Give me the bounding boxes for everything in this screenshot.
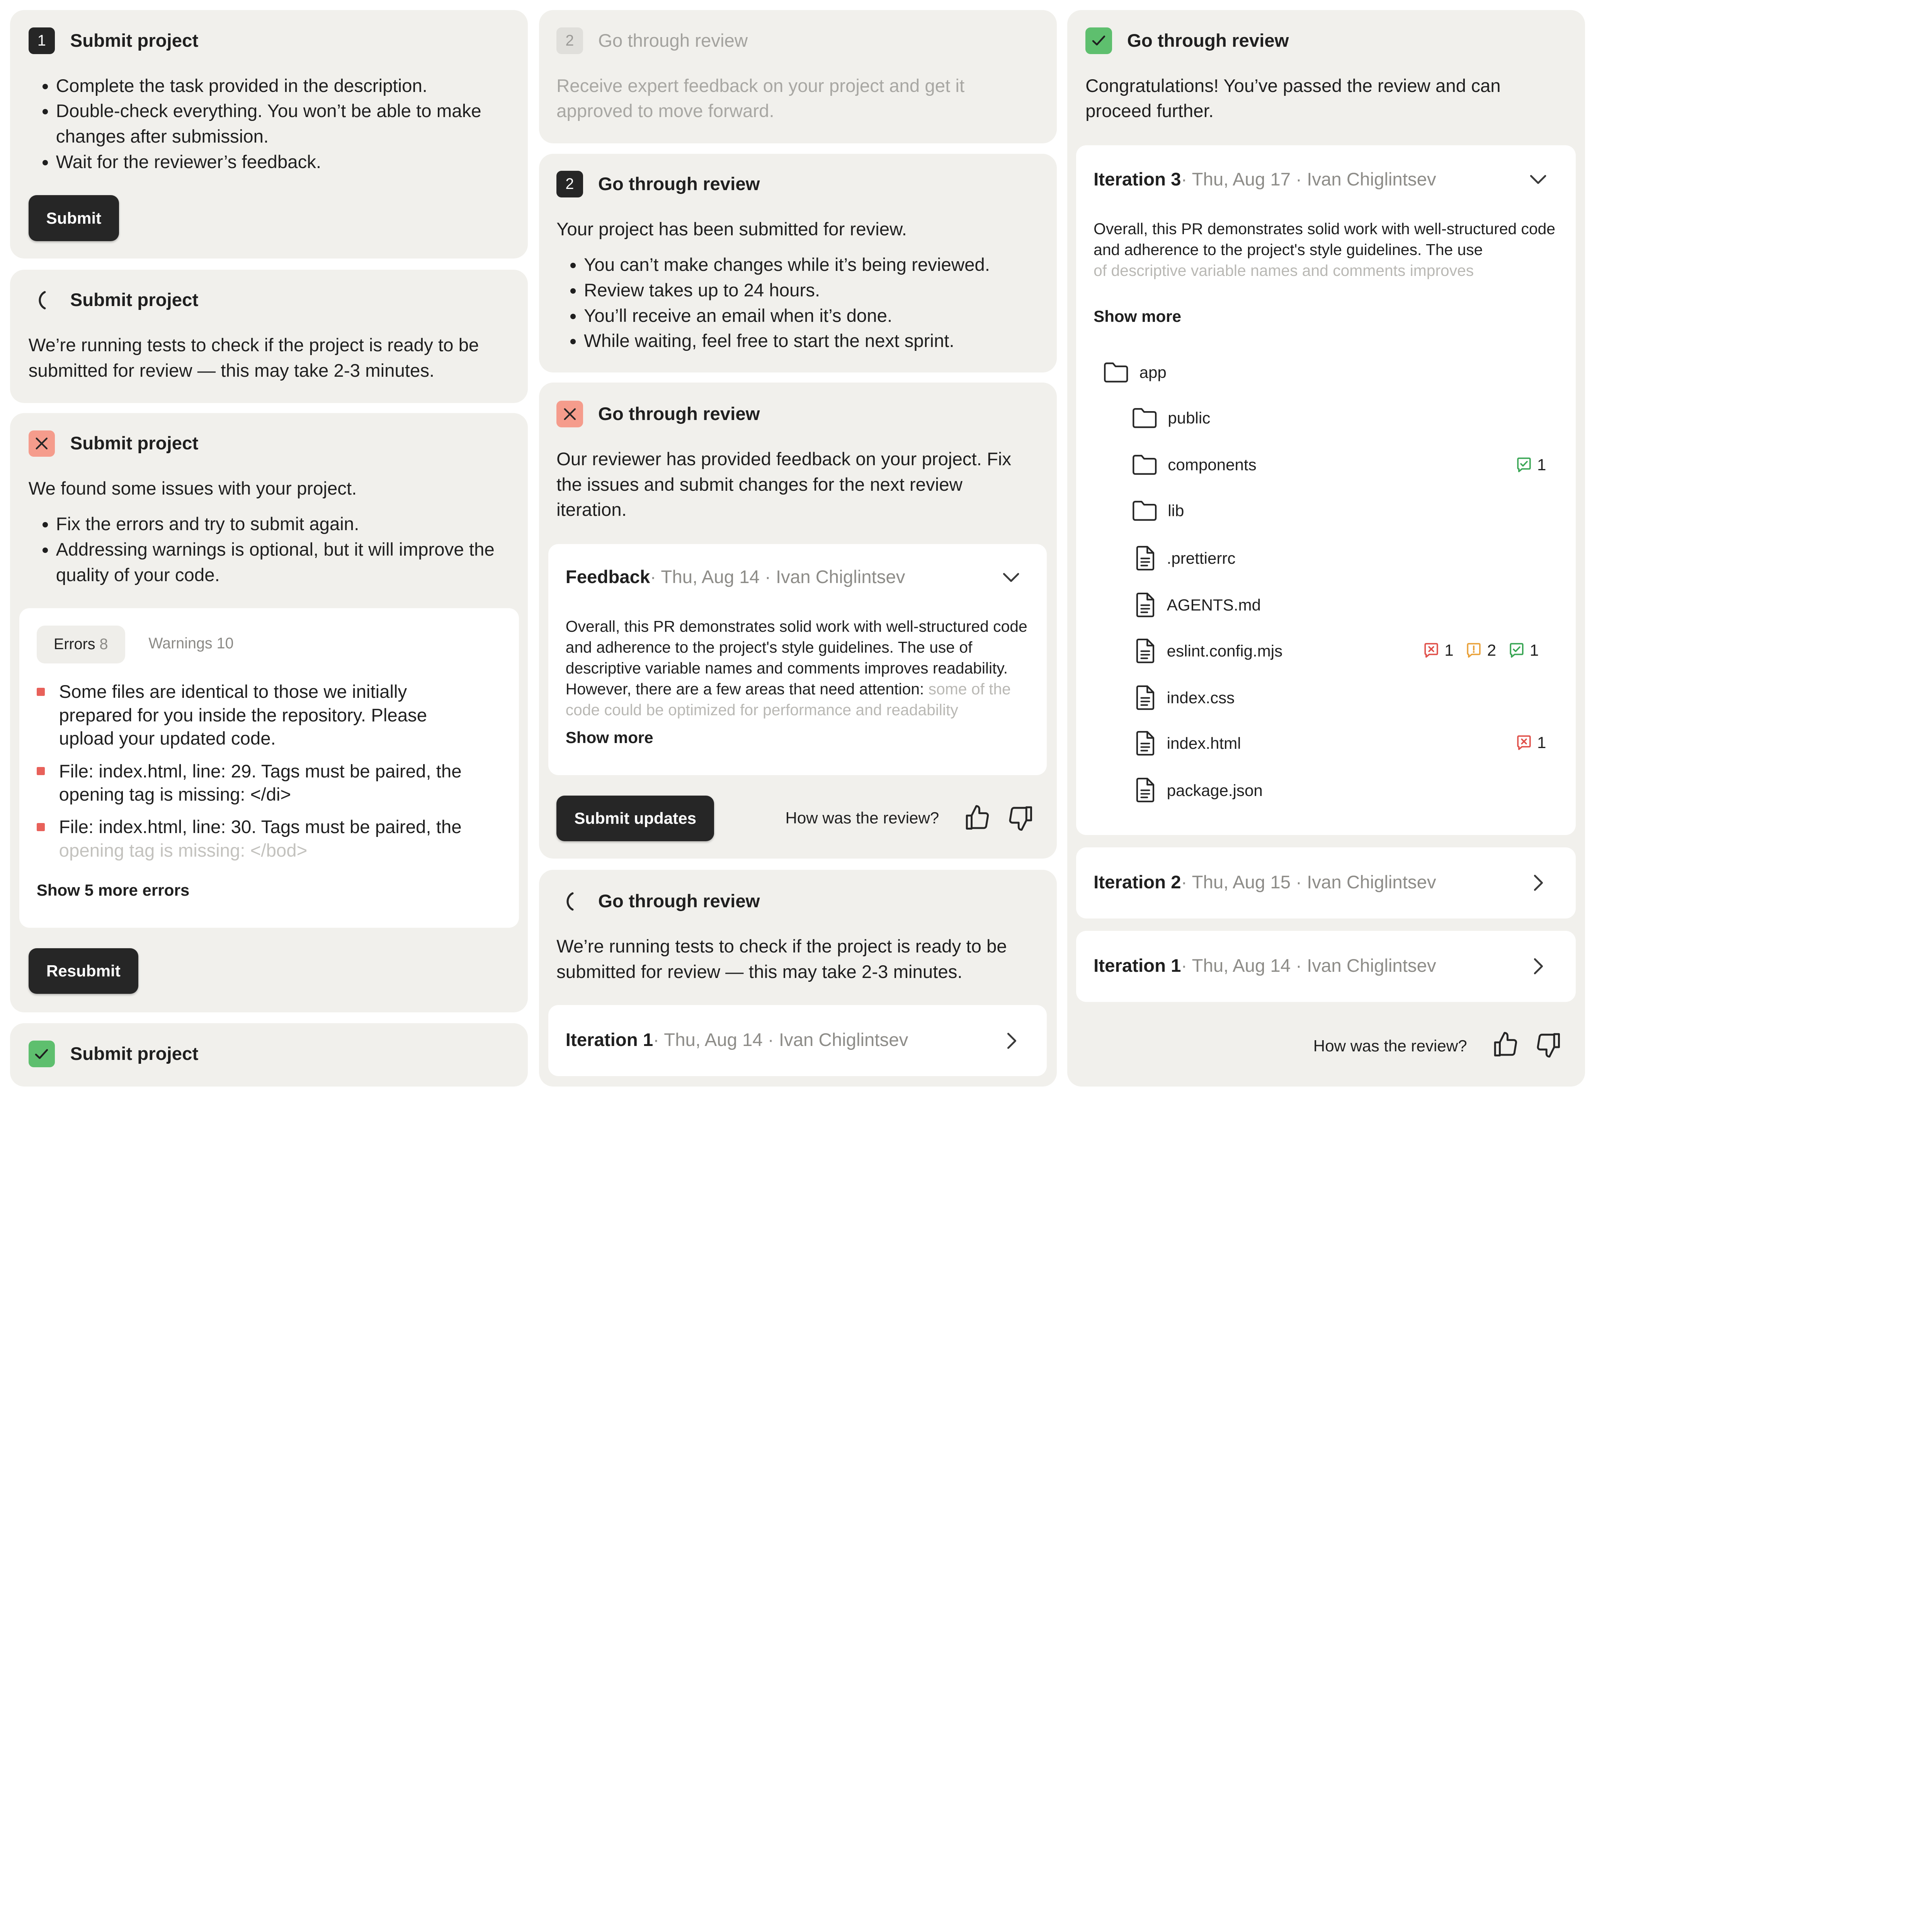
submit-card-initial [10,10,528,258]
chevron-right-icon[interactable] [1006,1032,1019,1050]
status-text: Congratulations! You’ve passed the review and can proceed further. [1085,75,1501,122]
show-more-link[interactable]: Show more [1094,307,1182,326]
iteration-1-row[interactable] [1076,931,1576,1002]
tree-item-label: lib [1168,501,1184,520]
tree-item[interactable] [1134,685,1235,711]
tree-item-label: public [1168,409,1211,427]
error-count: 1 [1444,641,1454,659]
review-question: How was the review? [1313,1036,1467,1055]
tree-item-label: AGENTS.md [1167,596,1261,614]
iteration-2-row[interactable] [1076,847,1576,918]
list-item: • Wait for the reviewer’s feedback. [56,150,534,175]
tree-item-label: package.json [1167,781,1263,799]
tree-item-label: app [1139,363,1167,381]
status-text: We found some issues with your project. [28,478,357,499]
tree-item[interactable] [1131,407,1211,429]
feedback-body [565,616,1032,719]
submit-card-failed [10,413,528,1012]
review-question: How was the review? [785,808,939,827]
tree-item[interactable] [1134,638,1282,664]
error-marker [37,823,45,831]
error-x-icon [29,430,55,457]
tree-item-label: components [1168,456,1257,474]
list-item: • You can’t make changes while it’s being reviewed. [584,252,1062,278]
issues-panel [19,608,519,928]
resubmit-button[interactable]: Resubmit [29,948,138,994]
card-title: Go through review [598,891,760,912]
review-card-feedback [539,383,1057,859]
errors-count: 8 [99,636,108,653]
check-icon [1085,27,1112,54]
folder-icon [1131,407,1158,429]
tree-item[interactable] [1131,500,1184,522]
review-card-running [539,870,1057,1087]
card-title: Go through review [598,403,760,424]
error-item [37,816,484,862]
card-title: Submit project [70,30,199,51]
approved-count: 1 [1529,641,1539,659]
iteration-header[interactable] [1094,169,1436,190]
warning-comment-icon [1466,642,1482,658]
warning-comment-mark [1466,641,1496,660]
card-title: Go through review [1127,30,1289,51]
iteration-label: Iteration 3 [1094,169,1181,190]
error-text-faded: opening tag is missing: </bod> [59,840,308,861]
file-icon [1134,545,1156,571]
chevron-right-icon[interactable] [1533,874,1545,892]
error-text: Some files are identical to those we initially prepared for you inside the repository. Please upload your updated code. [59,682,427,749]
chevron-down-icon[interactable] [1529,174,1547,186]
card-title: Submit project [70,433,199,454]
approved-count: 1 [1537,456,1546,474]
review-card-submitted [539,154,1057,372]
tree-item-label: index.html [1167,734,1241,753]
card-title: Submit project [70,290,199,311]
card-title: Go through review [598,30,748,51]
error-x-icon [556,401,583,427]
list-item: • Double-check everything. You won’t be able to make changes after submission. [56,99,534,150]
folder-icon [1131,500,1158,522]
card-title: Submit project [70,1043,199,1064]
error-comment-icon [1516,735,1532,751]
feedback-meta: · Thu, Aug 14 · Ivan Chiglintsev [650,567,905,588]
info-list [556,252,1062,354]
spinner-icon [556,888,583,914]
file-icon [1134,685,1156,711]
tree-item-label: eslint.config.mjs [1167,641,1283,660]
file-icon [1134,638,1156,664]
iteration-label: Iteration 1 [1094,956,1181,976]
comment-marks [1503,456,1546,474]
chevron-right-icon[interactable] [1533,957,1545,975]
warnings-count: 10 [216,634,234,652]
error-list [37,680,484,862]
error-comment-icon [1423,642,1439,658]
iteration-row[interactable] [548,1005,1047,1076]
status-text: Our reviewer has provided feedback on your project. Fix the issues and submit changes for the next review iteration. [556,449,1012,520]
submit-card-success [10,1023,528,1086]
card-title: Go through review [598,174,760,194]
status-text: Your project has been submitted for review. [556,219,907,240]
iteration-label: Iteration 1 [565,1030,653,1051]
spinner-icon [29,287,55,313]
tab-warnings[interactable] [148,635,233,652]
thumbs-up-icon[interactable] [1492,1031,1520,1059]
file-icon [1134,777,1156,803]
list-item: • Complete the task provided in the description. [56,73,534,99]
warning-count: 2 [1487,641,1497,659]
summary-text-faded: of descriptive variable names and comments improves [1094,261,1474,279]
tab-errors[interactable] [37,626,125,663]
tree-item[interactable] [1103,361,1167,384]
show-more-errors-link[interactable]: Show 5 more errors [36,881,190,899]
error-comment-mark [1423,641,1454,660]
iteration-3-panel [1076,145,1576,835]
file-icon [1134,592,1156,618]
status-text: We’re running tests to check if the project is ready to be submitted for review — this may take 2-3 minutes. [28,335,479,381]
check-icon [29,1041,55,1067]
comment-marks [1503,733,1546,752]
instructions-list [29,512,534,588]
iteration-meta: · Thu, Aug 17 · Ivan Chiglintsev [1181,169,1436,190]
tab-label: Warnings [148,634,213,652]
list-item: • You’ll receive an email when it’s done. [584,303,1062,329]
tree-item-label: index.css [1167,689,1235,707]
approved-comment-icon [1509,642,1525,658]
chevron-down-icon[interactable] [1002,572,1020,584]
list-item: • While waiting, feel free to start the next sprint. [584,328,1062,354]
file-icon [1134,730,1156,757]
approved-comment-icon [1516,457,1532,473]
instructions-list [29,73,534,175]
error-item [37,680,484,751]
error-text: File: index.html, line: 29. Tags must be paired, the opening tag is missing: </di> [59,761,462,805]
comment-marks [1411,641,1539,660]
thumbs-up-icon[interactable] [963,804,992,832]
status-text: We’re running tests to check if the project is ready to be submitted for review — this may take 2-3 minutes. [556,936,1007,982]
iteration-label: Iteration 2 [1094,872,1181,893]
summary-text: Overall, this PR demonstrates solid work with well-structured code and adherence to the project's style guidelines. The use [1094,220,1556,259]
tab-label: Errors [54,636,95,653]
iteration-summary [1094,219,1561,282]
thumbs-down-icon[interactable] [1006,804,1035,832]
review-card-locked [539,10,1057,143]
list-item: • Review takes up to 24 hours. [584,278,1062,303]
list-item: • Addressing warnings is optional, but it will improve the quality of your code. [56,537,534,588]
error-count: 1 [1537,733,1546,752]
folder-icon [1131,454,1158,476]
submit-card-running [10,270,528,403]
iteration-meta: · Thu, Aug 14 · Ivan Chiglintsev [653,1030,908,1051]
tree-item[interactable] [1134,545,1235,571]
submit-updates-button[interactable]: Submit updates [556,796,714,841]
submit-button[interactable]: Submit [29,195,119,241]
feedback-label: Feedback [565,567,650,588]
thumbs-down-icon[interactable] [1534,1031,1563,1059]
tree-item[interactable] [1134,730,1241,757]
iteration-meta: · Thu, Aug 15 · Ivan Chiglintsev [1181,872,1436,893]
approved-comment-mark [1516,456,1546,474]
feedback-body-faded: some of the code could be optimized for performance and readability [565,680,1011,719]
error-marker [37,688,45,696]
folder-icon [1103,361,1129,384]
review-card-passed [1067,10,1585,1086]
step-number-badge: 2 [556,27,583,54]
error-comment-mark [1516,733,1546,752]
tree-item[interactable] [1131,454,1257,476]
tree-item[interactable] [1134,777,1262,803]
step-number-badge: 2 [556,171,583,197]
iteration-meta: · Thu, Aug 14 · Ivan Chiglintsev [1181,956,1436,976]
tree-item[interactable] [1134,592,1261,618]
list-item: • Fix the errors and try to submit again. [56,512,534,537]
error-marker [37,767,45,775]
show-more-link[interactable]: Show more [565,728,653,747]
feedback-panel[interactable] [548,544,1047,775]
step-number-badge: 1 [29,27,55,54]
error-text: File: index.html, line: 30. Tags must be paired, the [59,817,462,838]
approved-comment-mark [1509,641,1539,660]
tree-item-label: .prettierrc [1167,549,1236,568]
error-item [37,760,484,807]
description-text: Receive expert feedback on your project and get it approved to move forward. [556,75,965,122]
feedback-body-text: Overall, this PR demonstrates solid work with well-structured code and adherence to the project's style guidelines. The use of descriptive variable names and comments improves readability. However, there are a few areas that need attention: [565,617,1027,698]
